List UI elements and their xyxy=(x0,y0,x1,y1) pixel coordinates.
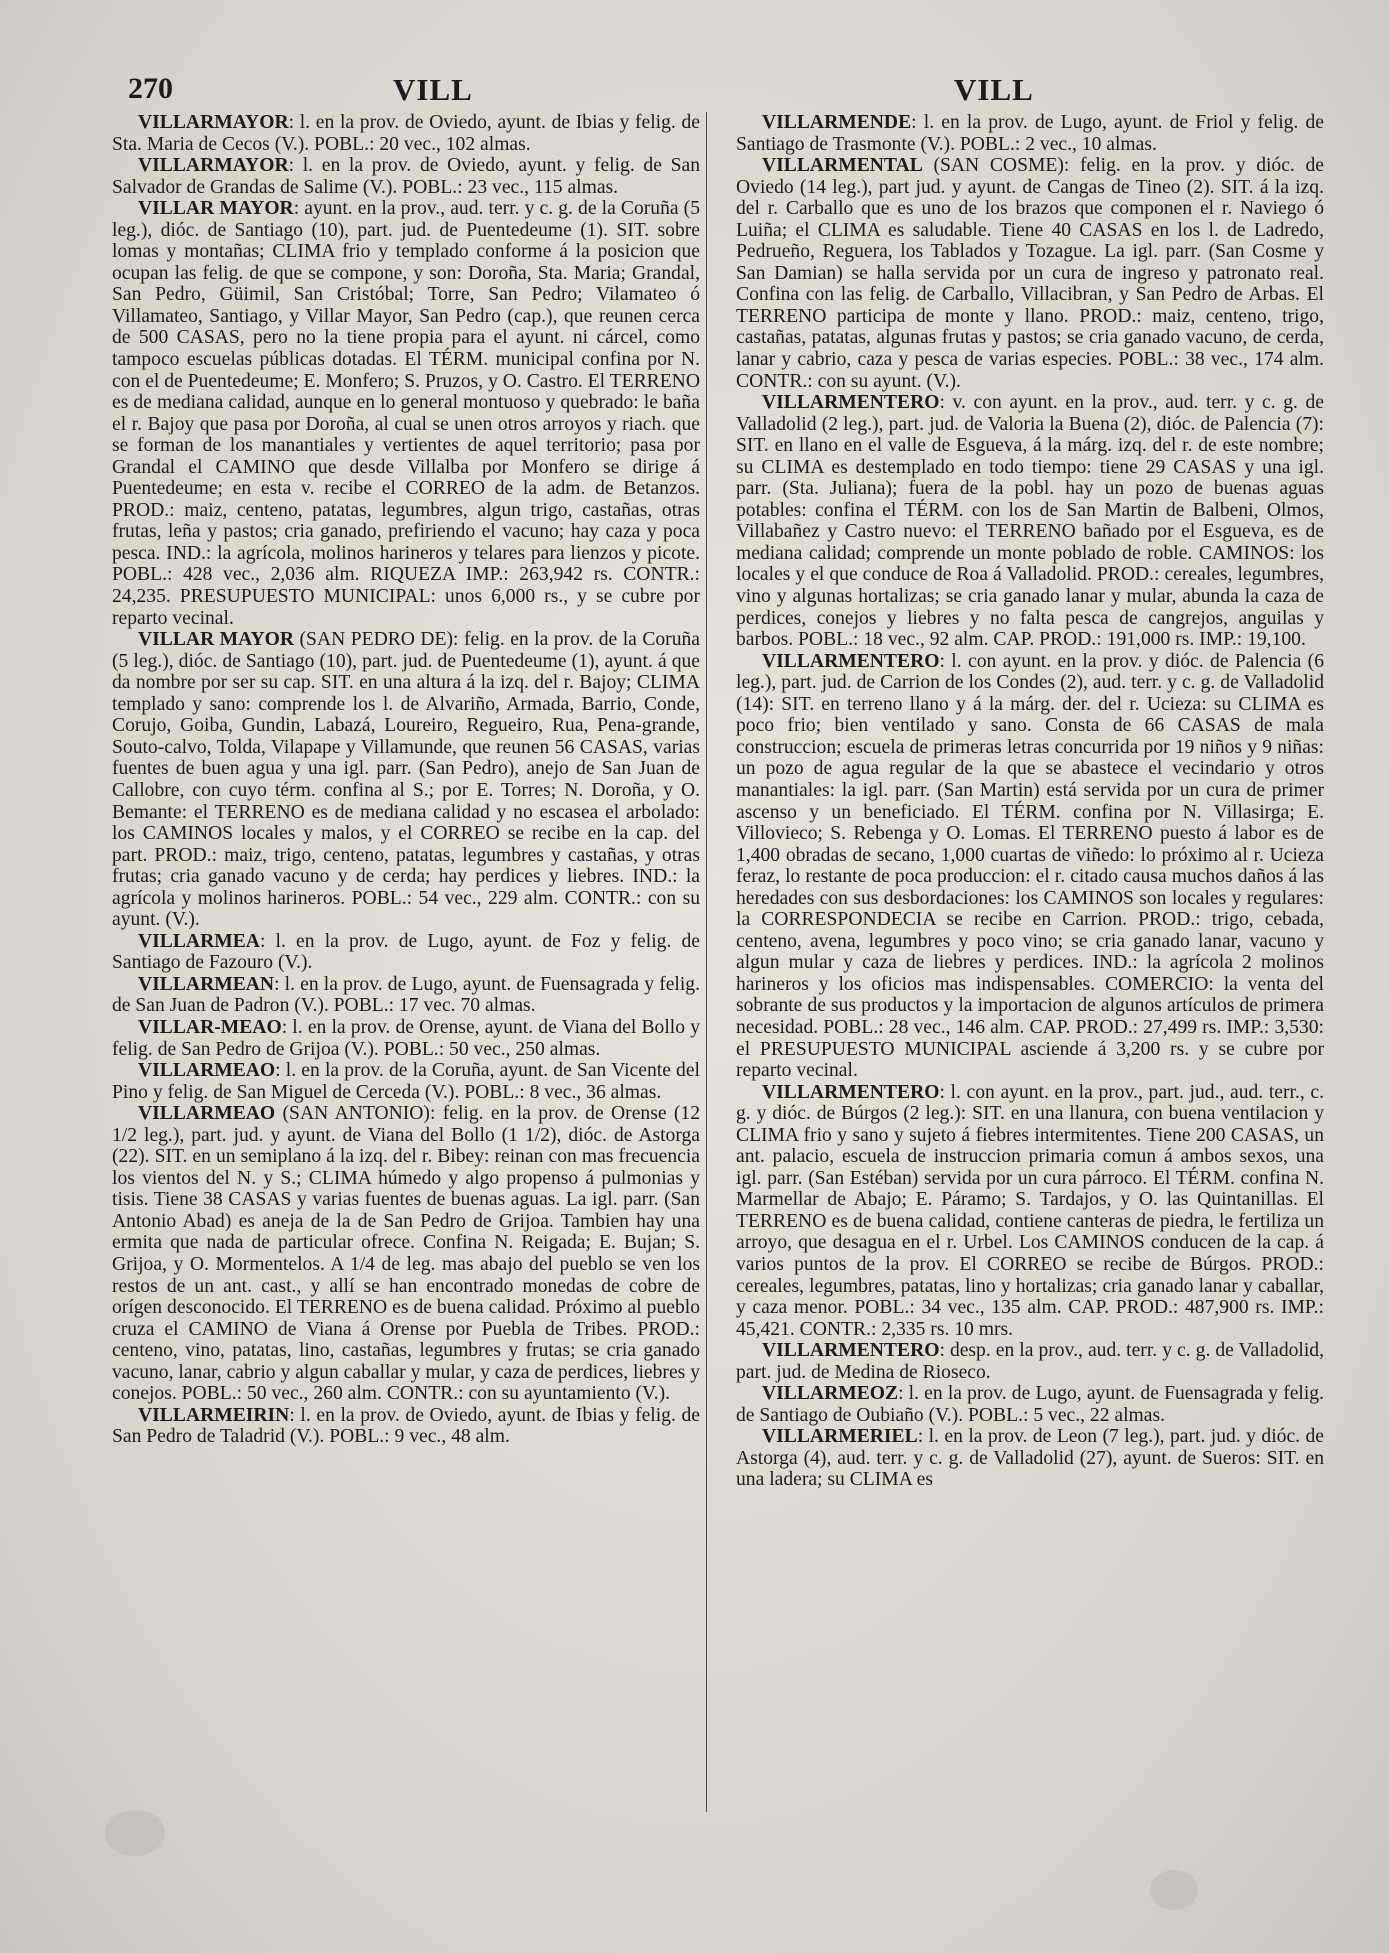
entry-text: : v. con ayunt. en la prov., aud. terr. y c. g. de Valladolid (2 leg.), part. jud. de Valoria la Buena (2), dióc. de Palencia (7): SIT. en llano en el valle de Esgueva, á la márg. izq. del r. de este nombre; su CLIMA es destemplado en todo tiempo: tiene 29 CASAS y una igl. parr. (Sta. Juliana); fuera de la pobl. hay un pozo de buenas aguas potables: confina el TÉRM. con los de San Martin de Balbeni, Olmos, Villabañez y Castro nuevo: el TERRENO bañado por el Esgueva, es de mediana calidad; comprende un monte poblado de roble. CAMINOS: los locales y el que conduce de Roa á Valladolid. PROD.: cereales, legumbres, vino y algunas hortalizas; se cria ganado lanar y mular, abunda la caza de perdices, conejos y liebres y no falta pesca de cangrejos, anguilas y barbos. POBL.: 18 vec., 92 alm. CAP. PROD.: 191,000 rs. IMP.: 19,100. xyxy=(736,392,1324,651)
column-rule xyxy=(706,112,707,1812)
entry-headword: VILLARMAYOR xyxy=(138,155,289,177)
dictionary-entry xyxy=(736,1340,1324,1383)
dictionary-entry xyxy=(112,1017,700,1060)
entry-headword: VILLARMEOZ xyxy=(762,1383,899,1405)
entry-text: : l. en la prov. de Leon (7 leg.), part. jud. y dióc. de Astorga (4), aud. terr. y c. g. de Valladolid (27), ayunt. de Sueros: SIT. en una ladera; su CLIMA es xyxy=(736,1426,1324,1491)
left-column xyxy=(112,112,700,1448)
dictionary-entry xyxy=(112,974,700,1017)
running-head-right: VILL xyxy=(954,72,1034,107)
entry-headword: VILLARMENTERO xyxy=(762,392,940,414)
entry-headword: VILLARMEA xyxy=(138,930,260,952)
entry-text: : l. con ayunt. en la prov., part. jud., aud. terr., c. g. y dióc. de Búrgos (2 leg.): SIT. en una llanura, con buena ventilacion y CLIMA frio y sano y sujeto á fiebres intermitentes. Tiene 200 CASAS, un ant. palacio, escuela de instruccion primaria comun á ambos sexos, una igl. parr. (San Estéban) servida por un cura párroco. El TÉRM. confina N. Marmellar de Abajo; E. Páramo; S. Tardajos, y O. las Quintanillas. El TERRENO es de buena calidad, contiene canteras de piedra, le fertiliza un arroyo, que desagua en el r. Urbel. Los CAMINOS conducen de la cap. á varios puntos de la prov. El CORREO se recibe de Búrgos. PROD.: cereales, legumbres, patatas, lino y hortalizas; cria ganado lanar y caballar, y caza menor. POBL.: 34 vec., 135 alm. CAP. PROD.: 487,900 rs. IMP.: 45,421. CONTR.: 2,335 rs. 10 mrs. xyxy=(736,1081,1324,1340)
entry-text: (SAN COSME): felig. en la prov. y dióc. de Oviedo (14 leg.), part jud. y ayunt. de Cangas de Tineo (2). SIT. á la izq. del r. Carballo que es uno de los brazos que componen el r. Naviego ó Luiña; el CLIMA es saludable. Tiene 40 CASAS en los l. de Ladredo, Pedrueño, Reguera, los Tablados y Tozague. La igl. parr. (San Cosme y San Damian) se halla servida por un cura de ingreso y patronato real. Confina con las felig. de Carballo, Villacibran, y San Pedro de Arbas. El TERRENO participa de monte y llano. PROD.: maiz, centeno, trigo, castañas, patatas, algunas frutas y pastos; se cria ganado vacuno, de cerda, lanar y cabrio, caza y pesca de varias especies. POBL.: 38 vec., 174 alm. CONTR.: con su ayunt. (V.). xyxy=(736,155,1324,392)
running-head-left: VILL xyxy=(393,72,473,107)
entry-headword: VILLARMENDE xyxy=(762,112,912,133)
dictionary-entry xyxy=(112,198,700,629)
dictionary-entry xyxy=(112,155,700,198)
dictionary-entry xyxy=(112,1103,700,1405)
entry-headword: VILLARMEAN xyxy=(138,973,275,995)
paper-stain xyxy=(1150,1870,1198,1910)
entry-text: : l. en la prov. de Oviedo, ayunt. de Ibias y felig. de San Pedro de Taladrid (V.). POBL.: 9 vec., 48 alm. xyxy=(112,1404,700,1448)
entry-headword: VILLARMEIRIN xyxy=(138,1404,290,1426)
entry-headword: VILLARMEAO xyxy=(138,1060,276,1082)
entry-headword: VILLARMEAO xyxy=(138,1103,276,1125)
entry-headword: VILLARMAYOR xyxy=(138,112,289,133)
entry-headword: VILLAR MAYOR xyxy=(138,198,294,220)
dictionary-entry xyxy=(112,931,700,974)
entry-text: : l. en la prov. de Lugo, ayunt. de Friol y felig. de Santiago de Trasmonte (V.). POBL.: 2 vec., 10 almas. xyxy=(736,112,1324,155)
page-number: 270 xyxy=(128,72,173,105)
entry-headword: VILLAR MAYOR xyxy=(138,629,295,651)
dictionary-entry xyxy=(736,1383,1324,1426)
entry-text: (SAN ANTONIO): felig. en la prov. de Orense (12 1/2 leg.), part. jud. y ayunt. de Viana del Bollo (1 1/2), dióc. de Astorga (22). SIT. en un semiplano á la izq. del r. Bibey: reinan con mas frecuencia los vientos del N. y S.; CLIMA húmedo y algo propenso á pulmonias y tisis. Tiene 38 CASAS y varias fuentes de buenas aguas. La igl. parr. (San Antonio Abad) es aneja de la de San Pedro de Grijoa. Tambien hay una ermita que nada de particular ofrece. Confina N. Reigada; E. Bujan; S. Grijoa, y O. Mormentelos. A 1/4 de leg. mas abajo del pueblo se ven los restos de un ant. cast., y allí se han encontrado monedas de cobre de orígen desconocido. El TERRENO es de buena calidad. Próximo al pueblo cruza el CAMINO de Viana á Orense por Puebla de Tribes. PROD.: centeno, vino, patatas, lino, castañas, legumbres y frutas; se cria ganado vacuno, lanar, cabrio y algun caballar y mular, y caza de perdices, liebres y conejos. POBL.: 50 vec., 260 alm. CONTR.: con su ayuntamiento (V.). xyxy=(112,1103,700,1405)
dictionary-entry xyxy=(112,1405,700,1448)
entry-text: : l. en la prov. de Oviedo, ayunt. y felig. de San Salvador de Grandas de Salime (V.). POBL.: 23 vec., 115 almas. xyxy=(112,155,700,198)
entry-headword: VILLARMERIEL xyxy=(762,1426,918,1448)
entry-text: (SAN PEDRO DE): felig. en la prov. de la Coruña (5 leg.), dióc. de Santiago (10), part. jud. de Puentedeume (1), ayunt. á que da nombre por ser su cap. SIT. en una altura á la izq. del r. Bajoy; CLIMA templado y sano: comprende los l. de Alvariño, Armada, Barrio, Conde, Corujo, Goiba, Gundin, Labazá, Loureiro, Regueiro, Rua, Pena-grande, Souto-calvo, Tolda, Vilapape y Villamunde, que reunen 56 CASAS, varias fuentes de buen agua y una igl. parr. (San Pedro), anejo de San Juan de Callobre, con cuyo térm. confina al S.; por E. Torres; N. Doroña, y O. Bemante: el TERRENO es de mediana calidad y no escasea el arbolado: los CAMINOS locales y malos, y el CORREO se recibe en la cap. del part. PROD.: maiz, trigo, centeno, patatas, legumbres y castañas, y otras frutas; cria ganado vacuno y de cerda; hay perdices y liebres. IND.: la agrícola y molinos harineros. POBL.: 54 vec., 229 alm. CONTR.: con su ayunt. (V.). xyxy=(112,629,700,931)
dictionary-entry xyxy=(736,651,1324,1082)
dictionary-entry xyxy=(112,112,700,155)
entry-text: : l. en la prov. de Orense, ayunt. de Viana del Bollo y felig. de San Pedro de Grijoa (V.). POBL.: 50 vec., 250 almas. xyxy=(112,1016,700,1060)
entry-headword: VILLARMENTERO xyxy=(762,1081,940,1103)
entry-text: : l. en la prov. de Lugo, ayunt. de Fuensagrada y felig. de San Juan de Padron (V.). POBL.: 17 vec. 70 almas. xyxy=(112,973,700,1017)
page-header xyxy=(0,72,1389,112)
entry-text: : l. en la prov. de Lugo, ayunt. de Foz y felig. de Santiago de Fazouro (V.). xyxy=(112,930,700,974)
right-column xyxy=(736,112,1324,1491)
dictionary-entry xyxy=(112,1060,700,1103)
dictionary-entry xyxy=(736,112,1324,155)
entry-text: : desp. en la prov., aud. terr. y c. g. de Valladolid, part. jud. de Medina de Rioseco. xyxy=(736,1340,1324,1383)
entry-headword: VILLARMENTAL xyxy=(762,155,923,177)
paper-stain xyxy=(105,1810,165,1856)
entry-headword: VILLAR-MEAO xyxy=(138,1016,282,1038)
entry-text: : l. en la prov. de Oviedo, ayunt. de Ibias y felig. de Sta. Maria de Cecos (V.). POBL.: 20 vec., 102 almas. xyxy=(112,112,700,155)
dictionary-entry xyxy=(112,629,700,931)
dictionary-entry xyxy=(736,392,1324,651)
entry-text: : l. con ayunt. en la prov. y dióc. de Palencia (6 leg.), part. jud. de Carrion de los Condes (2), aud. terr. y c. g. de Valladolid (14): SIT. en terreno llano y á la márg. der. del r. Ucieza: su CLIMA es poco frio; bien ventilado y sano. Consta de 66 CASAS de mala construccion; escuela de primeras letras concurrida por 19 niños y 9 niñas: un pozo de agua regular de la que se abastece el vecindario y otros manantiales: la igl. parr. (San Martin) está servida por un cura de primer ascenso y un beneficiado. El TÉRM. confina por N. Villasirga; E. Villovieco; S. Rebenga y O. Lomas. El TERRENO puesto á labor es de 1,400 obradas de secano, 1,000 cuartas de viñedo: lo próximo al r. Ucieza feraz, lo restante de poca produccion: el r. citado causa muchos daños á las heredades con sus desbordaciones: los CAMINOS son locales y regulares: la CORRESPONDECIA se recibe en Carrion. PROD.: trigo, cebada, centeno, avena, legumbres y poco vino; se cria ganado lanar, vacuno y algun mular y caza de liebres y perdices. IND.: la agrícola 2 molinos harineros y los oficios mas indispensables. COMERCIO: la venta del sobrante de sus productos y la importacion de algunos artículos de primera necesidad. POBL.: 28 vec., 146 alm. CAP. PROD.: 27,499 rs. IMP.: 3,530: el PRESUPUESTO MUNICIPAL asciende á 3,200 rs. y se cubre por reparto vecinal. xyxy=(736,650,1324,1082)
entry-text: : l. en la prov. de Lugo, ayunt. de Fuensagrada y felig. de Santiago de Oubiaño (V.). POBL.: 5 vec., 22 almas. xyxy=(736,1383,1324,1426)
dictionary-entry xyxy=(736,155,1324,392)
entry-headword: VILLARMENTERO xyxy=(762,1340,940,1362)
entry-text: : l. en la prov. de la Coruña, ayunt. de San Vicente del Pino y felig. de San Miguel de Cerceda (V.). POBL.: 8 vec., 36 almas. xyxy=(112,1060,700,1103)
dictionary-entry xyxy=(736,1426,1324,1491)
dictionary-entry xyxy=(736,1082,1324,1341)
entry-text: : ayunt. en la prov., aud. terr. y c. g. de la Coruña (5 leg.), dióc. de Santiago (10), part. jud. de Puentedeume (1). SIT. sobre lomas y montañas; CLIMA frio y templado conforme á la posicion que ocupan las felig. de que se compone, y son: Doroña, Sta. Maria; Grandal, San Pedro, Güimil, San Cristóbal; Torre, San Pedro; Vilamateo ó Villamateo, Santiago, y Villar Mayor, San Pedro (cap.), que reunen cerca de 500 CASAS, pero no la tiene propia para el ayunt. ni cárcel, como tampoco escuelas públicas dotadas. El TÉRM. municipal confina por N. con el de Puentedeume; E. Monfero; S. Pruzos, y O. Castro. El TERRENO es de mediana calidad, aunque en lo general montuoso y quebrado: le baña el r. Bajoy que pasa por Doroña, al cual se unen otros arroyos y riach. que se forman de los manantiales y vertientes de aquel territorio; pasa por Grandal el CAMINO que desde Villalba por Monfero se dirige á Puentedeume; en esta v. recibe el CORREO de la adm. de Betanzos. PROD.: maiz, centeno, patatas, legumbres, algun trigo, castañas, otras frutas, leña y pastos; cria ganado, prefiriendo el vacuno; hay caza y poca pesca. IND.: la agrícola, molinos harineros y telares para lienzos y picote. POBL.: 428 vec., 2,036 alm. RIQUEZA IMP.: 263,942 rs. CONTR.: 24,235. PRESUPUESTO MUNICIPAL: unos 6,000 rs., y se cubre por reparto vecinal. xyxy=(112,198,701,629)
entry-headword: VILLARMENTERO xyxy=(762,650,940,672)
